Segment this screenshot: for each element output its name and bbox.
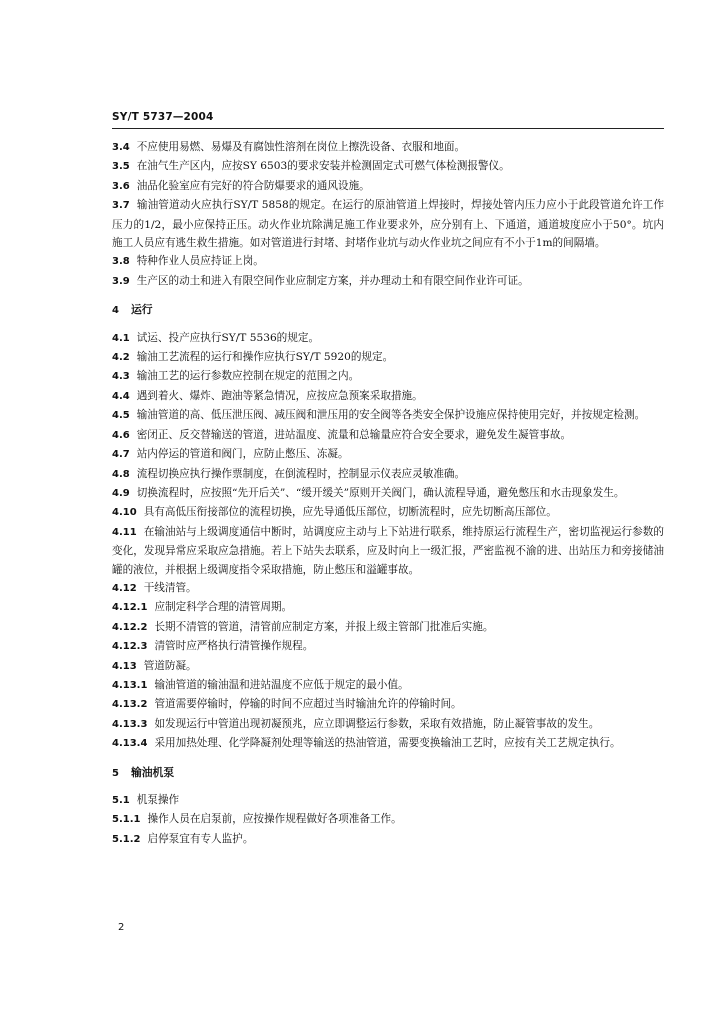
clause-text: 输油工艺流程的运行和操作应执行SY/T 5920的规定。 <box>136 351 394 364</box>
clause-text: 不应使用易燃、易爆及有腐蚀性溶剂在岗位上擦洗设备、衣服和地面。 <box>136 141 466 153</box>
clause-text: 如发现运行中管道出现初凝预兆，应立即调整运行参数，采取有效措施，防止凝管事故的发生。 <box>154 717 600 730</box>
clause-number: 4.13.2 <box>112 699 148 711</box>
clause-number: 4.12.1 <box>112 602 148 614</box>
clause-number: 5.1 <box>112 795 130 806</box>
clause <box>112 484 664 503</box>
clause-text: 站内停运的管道和阀门，应防止憋压、冻凝。 <box>136 448 349 461</box>
clause-text: 管道防凝。 <box>143 659 197 672</box>
section-number: 5 <box>112 767 119 779</box>
clause-number: 4.12.2 <box>112 621 148 633</box>
clause <box>112 157 664 176</box>
clause-text: 输油管道的输油温和进站温度不应低于规定的最小值。 <box>154 678 409 691</box>
clause-number: 4.8 <box>112 468 130 480</box>
clause-text: 特种作业人员应持证上岗。 <box>136 255 264 268</box>
clause <box>112 676 664 695</box>
clause <box>112 715 664 734</box>
section-number: 4 <box>112 305 119 317</box>
clause <box>112 503 664 522</box>
clause-number: 5.1.1 <box>112 814 141 826</box>
clause <box>112 138 664 157</box>
clause <box>112 810 664 829</box>
clause <box>112 177 664 196</box>
clause-number: 4.7 <box>112 449 130 461</box>
clause <box>112 523 664 579</box>
clause-number: 4.10 <box>112 507 137 519</box>
clause-text: 启停泵宜有专人监护。 <box>147 832 254 845</box>
clause-number: 4.6 <box>112 429 130 441</box>
clause-number: 4.13 <box>112 660 137 672</box>
header-rule <box>112 128 664 129</box>
clause-number: 4.2 <box>112 352 130 364</box>
section-title: 输油机泵 <box>130 765 175 779</box>
clause-number: 4.13.1 <box>112 679 148 691</box>
clause <box>112 830 664 849</box>
clause-text: 在油气生产区内，应按SY 6503的要求安装并检测固定式可燃气体检测报警仪。 <box>136 160 510 173</box>
clause-number: 3.9 <box>112 275 130 287</box>
clause <box>112 445 664 464</box>
clause <box>112 196 664 252</box>
clause-text: 在输油站与上级调度通信中断时，站调度应主动与上下站进行联系，维持原运行流程生产，密切监视运行参数的变化，发现异常应采取应急措施。若上下站失去联系，应及时向上一级汇报，严密监视不渝的进、出站压力和旁接储油罐的液位，并根据上级调度指令采取措施，防止憋压和溢罐事故。 <box>112 525 664 576</box>
clause-number: 4.4 <box>112 390 130 402</box>
clause <box>112 618 664 637</box>
clause-number: 4.9 <box>112 487 130 499</box>
clause <box>112 637 664 656</box>
clause-number: 3.8 <box>112 256 130 268</box>
clause-text: 应制定科学合理的清管周期。 <box>154 601 293 614</box>
clause-text: 输油管道动火应执行SY/T 5858的规定。在运行的原油管道上焊接时，焊接处管内压力应小于此段管道允许工作压力的1/2，最小应保持正压。动火作业坑除满足施工作业要求外，应分别有上、下通道，通道坡度应小于50°。坑内施工人员应有逃生救生措施。如对管道进行封堵、封堵作业坑与动火作业坑之间应有不小于1m的间隔墙。 <box>112 199 664 250</box>
clause <box>112 426 664 445</box>
clause <box>112 348 664 367</box>
section-heading <box>112 301 664 320</box>
clause <box>112 387 664 406</box>
clause <box>112 657 664 676</box>
section-title: 运行 <box>130 303 153 317</box>
standard-header: SY/T 5737—2004 <box>112 111 214 123</box>
clause <box>112 367 664 386</box>
clause <box>112 272 664 291</box>
clause-number: 4.1 <box>112 332 130 344</box>
clause-text: 油品化验室应有完好的符合防爆要求的通风设施。 <box>136 179 370 192</box>
clause-text: 具有高低压衔接部位的流程切换，应先导通低压部位，切断流程时，应先切断高压部位。 <box>143 506 557 519</box>
clause-text: 管道需要停输时，停输的时间不应超过当时输油允许的停输时间。 <box>154 698 462 711</box>
clause-number: 3.6 <box>112 180 130 192</box>
clause <box>112 598 664 617</box>
clause-text: 生产区的动土和进入有限空间作业应制定方案，并办理动土和有限空间作业许可证。 <box>136 274 529 287</box>
clause-text: 输油管道的高、低压泄压阀、减压阀和泄压用的安全阀等各类安全保护设施应保持使用完好，并按规定检测。 <box>136 409 646 422</box>
clause-number: 4.5 <box>112 410 130 422</box>
page-number: 2 <box>118 922 125 933</box>
clause-text: 机泵操作 <box>136 794 180 806</box>
clause <box>112 465 664 484</box>
clause-text: 干线清管。 <box>143 581 197 594</box>
clause-text: 操作人员在启泵前，应按操作规程做好各项准备工作。 <box>147 813 402 826</box>
clause <box>112 695 664 714</box>
clause-number: 3.4 <box>112 142 130 153</box>
section-heading <box>112 764 664 783</box>
clause-number: 4.13.4 <box>112 738 148 750</box>
clause-number: 4.11 <box>112 526 137 538</box>
clause <box>112 579 664 598</box>
clause <box>112 252 664 271</box>
clause <box>112 791 664 810</box>
clause-text: 流程切换应执行操作票制度，在倒流程时，控制显示仪表应灵敏准确。 <box>136 467 466 480</box>
clause-text: 遇到着火、爆炸、跑油等紧急情况，应按应急预案采取措施。 <box>136 389 423 402</box>
clause-number: 4.12.3 <box>112 641 148 653</box>
document-body <box>112 138 664 849</box>
clause-number: 3.7 <box>112 200 130 212</box>
clause-text: 采用加热处理、化学降凝剂处理等输送的热油管道，需要变换输油工艺时，应按有关工艺规定执行。 <box>154 737 621 750</box>
clause <box>112 406 664 425</box>
clause-text: 清管时应严格执行清管操作规程。 <box>154 640 314 653</box>
clause-number: 4.3 <box>112 371 130 383</box>
clause-number: 5.1.2 <box>112 833 141 845</box>
clause-text: 密闭正、反交替输送的管道，进站温度、流量和总输量应符合安全要求，避免发生凝管事故。 <box>136 428 572 441</box>
clause <box>112 329 664 348</box>
clause-number: 4.12 <box>112 582 137 594</box>
clause-text: 输油工艺的运行参数应控制在规定的范围之内。 <box>136 370 360 383</box>
clause <box>112 734 664 753</box>
clause-number: 4.13.3 <box>112 718 148 730</box>
clause-text: 试运、投产应执行SY/T 5536的规定。 <box>136 331 320 344</box>
clause-text: 切换流程时，应按照“先开后关”、“缓开缓关”原则开关阀门，确认流程导通，避免憋压和水击现象发生。 <box>136 486 625 499</box>
clause-number: 3.5 <box>112 161 130 173</box>
clause-text: 长期不清管的管道，清管前应制定方案，并报上级主管部门批准后实施。 <box>154 620 494 633</box>
